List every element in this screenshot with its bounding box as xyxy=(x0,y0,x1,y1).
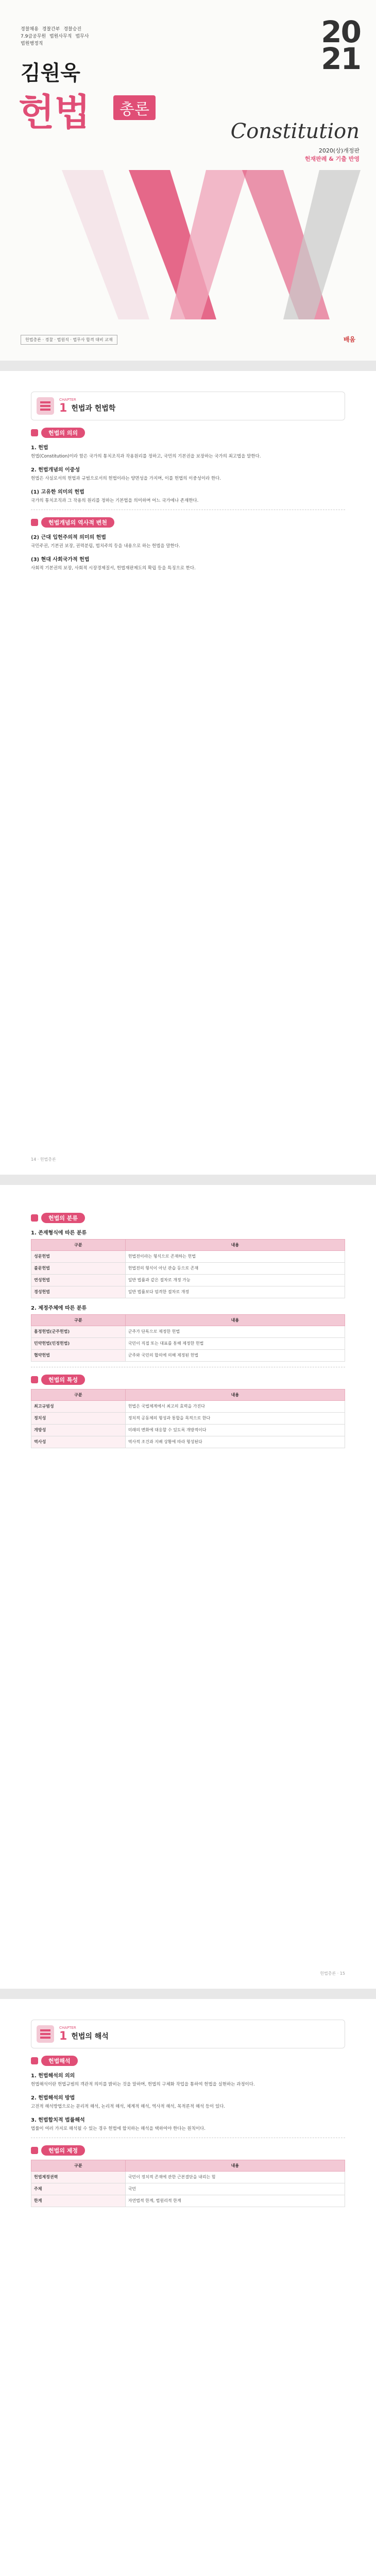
subheading: (1) 고유한 의미의 헌법 xyxy=(31,489,84,495)
edition-year: 20 21 xyxy=(321,14,361,76)
page-number: 14 · 헌법총론 xyxy=(31,1157,56,1162)
table-header: 내용 xyxy=(125,2160,345,2172)
tag: 경찰승진 xyxy=(63,27,82,32)
section-header: 헌법의 제정 xyxy=(31,2145,345,2156)
cover-info xyxy=(305,147,360,163)
section-mark-icon xyxy=(31,429,38,436)
table-row: 정치성 정치적 공동체의 형성과 통합을 목적으로 한다 xyxy=(31,1413,345,1425)
table-header: 내용 xyxy=(125,1315,345,1326)
subheading: 2. 헌법해석의 방법 xyxy=(31,2095,75,2101)
tag: 법무사 xyxy=(75,34,89,39)
table-header: 구분 xyxy=(31,1315,126,1326)
table-header: 구분 xyxy=(31,1240,126,1251)
table-row: 주체 국민 xyxy=(31,2183,345,2195)
table-row: 연성헌법 일반 법률과 같은 절차로 개정 가능 xyxy=(31,1275,345,1286)
paragraph: 사회적 기본권의 보장, 사회적 시장경제질서, 헌법재판제도의 확립 등을 특징으로 한다. xyxy=(31,566,196,571)
table-row: 민약헌법(민정헌법) 국민이 직접 또는 대표를 통해 제정한 헌법 xyxy=(31,1338,345,1350)
chapter-label: CHAPTER xyxy=(59,397,76,402)
tag: 경찰채용 xyxy=(21,27,39,32)
section-header: 헌법의 분류 xyxy=(31,1213,345,1223)
w-letter-art xyxy=(0,170,376,319)
characteristics-table xyxy=(31,1389,345,1448)
subheading: (2) 근대 입헌주의적 의미의 헌법 xyxy=(31,535,106,540)
chapter-title: 헌법의 해석 xyxy=(71,2032,109,2041)
section-header: 헌법의 의의 xyxy=(31,428,345,438)
table-row: 불문헌법 헌법전의 형식이 아닌 관습 등으로 존재 xyxy=(31,1263,345,1275)
paragraph: 국민주권, 기본권 보장, 권력분립, 법치주의 등을 내용으로 하는 헌법을 말한다. xyxy=(31,544,180,549)
content-page xyxy=(0,371,376,1175)
cover-tags xyxy=(21,26,108,47)
table-header: 내용 xyxy=(125,1240,345,1251)
tag: 7.9급공무원 xyxy=(21,34,46,39)
tag: 법원행정직 xyxy=(21,41,43,46)
table-row: 개방성 미래의 변화에 대응할 수 있도록 개방적이다 xyxy=(31,1425,345,1436)
cover-footer-box: 헌법총론 · 경찰 · 법원직 · 법무사 합격 대비 교재 xyxy=(21,335,117,345)
table-row: 협약헌법 군주와 국민의 합의에 의해 제정된 헌법 xyxy=(31,1350,345,1362)
section-mark-icon xyxy=(31,519,38,526)
chapter-header xyxy=(31,392,345,420)
book-title: 헌법 xyxy=(19,90,91,134)
tag: 경찰간부 xyxy=(42,27,60,32)
table-row: 흠정헌법(군주헌법) 군주가 단독으로 제정한 헌법 xyxy=(31,1326,345,1338)
table-header: 구분 xyxy=(31,1389,126,1401)
section-header: 헌법해석 xyxy=(31,2056,345,2066)
subheading: 2. 제정주체에 따른 분류 xyxy=(31,1306,87,1311)
table-row: 헌법제정권력 국민이 정치적 존재에 관한 근본결단을 내리는 힘 xyxy=(31,2172,345,2183)
paragraph: 국가의 통치조직과 그 작용의 원리를 정하는 기본법을 의미하며 어느 국가에나 존재한다. xyxy=(31,498,199,503)
publisher-logo: 배움 xyxy=(343,336,355,343)
section-mark-icon xyxy=(31,1376,38,1383)
page-number: 헌법총론 · 15 xyxy=(320,1971,345,1976)
paragraph: 헌법해석이란 헌법규범의 객관적 의미를 밝히는 것을 말하며, 헌법의 구체화 작업을 통하여 헌법을 실현하는 과정이다. xyxy=(31,2082,255,2087)
enactment-power-table xyxy=(31,2160,345,2207)
paragraph: 헌법은 사실로서의 헌법과 규범으로서의 헌법이라는 양면성을 가지며, 이를 헌법의 이중성이라 한다. xyxy=(31,476,221,481)
author-name: 김원욱 xyxy=(21,61,80,85)
content-page xyxy=(0,1185,376,1989)
section-header: 헌법의 특성 xyxy=(31,1375,345,1385)
section-mark-icon xyxy=(31,1214,38,1222)
section-mark-icon xyxy=(31,2057,38,2064)
tag: 법원사무직 xyxy=(49,34,72,39)
classification-table xyxy=(31,1239,345,1298)
subheading: 1. 헌법해석의 의의 xyxy=(31,2073,75,2079)
table-row: 한계 자연법적 한계, 법원리적 한계 xyxy=(31,2195,345,2207)
chapter-number: 1 xyxy=(59,401,67,415)
feature-label: 헌재판례 & 기출 반영 xyxy=(304,156,360,162)
chapter-number: 1 xyxy=(59,2029,67,2043)
subheading: 3. 헌법합치적 법률해석 xyxy=(31,2117,85,2123)
paragraph: 고전적 해석방법으로는 문리적 해석, 논리적 해석, 체계적 해석, 역사적 해석, 목적론적 해석 등이 있다. xyxy=(31,2104,226,2109)
content-page xyxy=(0,1999,376,2576)
table-row: 최고규범성 헌법은 국법체계에서 최고의 효력을 가진다 xyxy=(31,1401,345,1413)
table-row: 역사성 역사적 조건과 지배 상황에 따라 형성된다 xyxy=(31,1436,345,1448)
table-header: 구분 xyxy=(31,2160,126,2172)
chapter-icon xyxy=(37,397,54,415)
chapter-icon xyxy=(37,2025,54,2043)
chapter-header xyxy=(31,2020,345,2048)
enactment-table xyxy=(31,1314,345,1362)
edition-label: 2020(상)개정판 xyxy=(318,147,360,154)
table-header: 내용 xyxy=(125,1389,345,1401)
subheading: 1. 헌법 xyxy=(31,445,48,451)
table-row: 성문헌법 헌법전이라는 형식으로 존재하는 헌법 xyxy=(31,1251,345,1263)
section-header: 헌법개념의 역사적 변천 xyxy=(31,517,345,528)
table-row: 경성헌법 일반 법률보다 엄격한 절차로 개정 xyxy=(31,1286,345,1298)
subheading: 1. 존재형식에 따른 분류 xyxy=(31,1230,87,1236)
book-subtitle: 총론 xyxy=(113,95,156,120)
paragraph: 헌법(Constitution)이라 함은 국가의 통치조직과 작용원리를 정하고, 국민의 기본권을 보장하는 국가의 최고법을 말한다. xyxy=(31,454,261,459)
chapter-title: 헌법과 헌법학 xyxy=(71,404,116,413)
english-title: Constitution xyxy=(230,120,360,143)
section-mark-icon xyxy=(31,2147,38,2154)
paragraph: 법률이 여러 가지로 해석될 수 있는 경우 헌법에 합치하는 해석을 택하여야 한다는 원칙이다. xyxy=(31,2126,206,2131)
front-cover xyxy=(0,0,376,361)
chapter-label: CHAPTER xyxy=(59,2025,76,2030)
subheading: (3) 현대 사회국가적 헌법 xyxy=(31,557,90,563)
subheading: 2. 헌법개념의 이중성 xyxy=(31,467,80,473)
